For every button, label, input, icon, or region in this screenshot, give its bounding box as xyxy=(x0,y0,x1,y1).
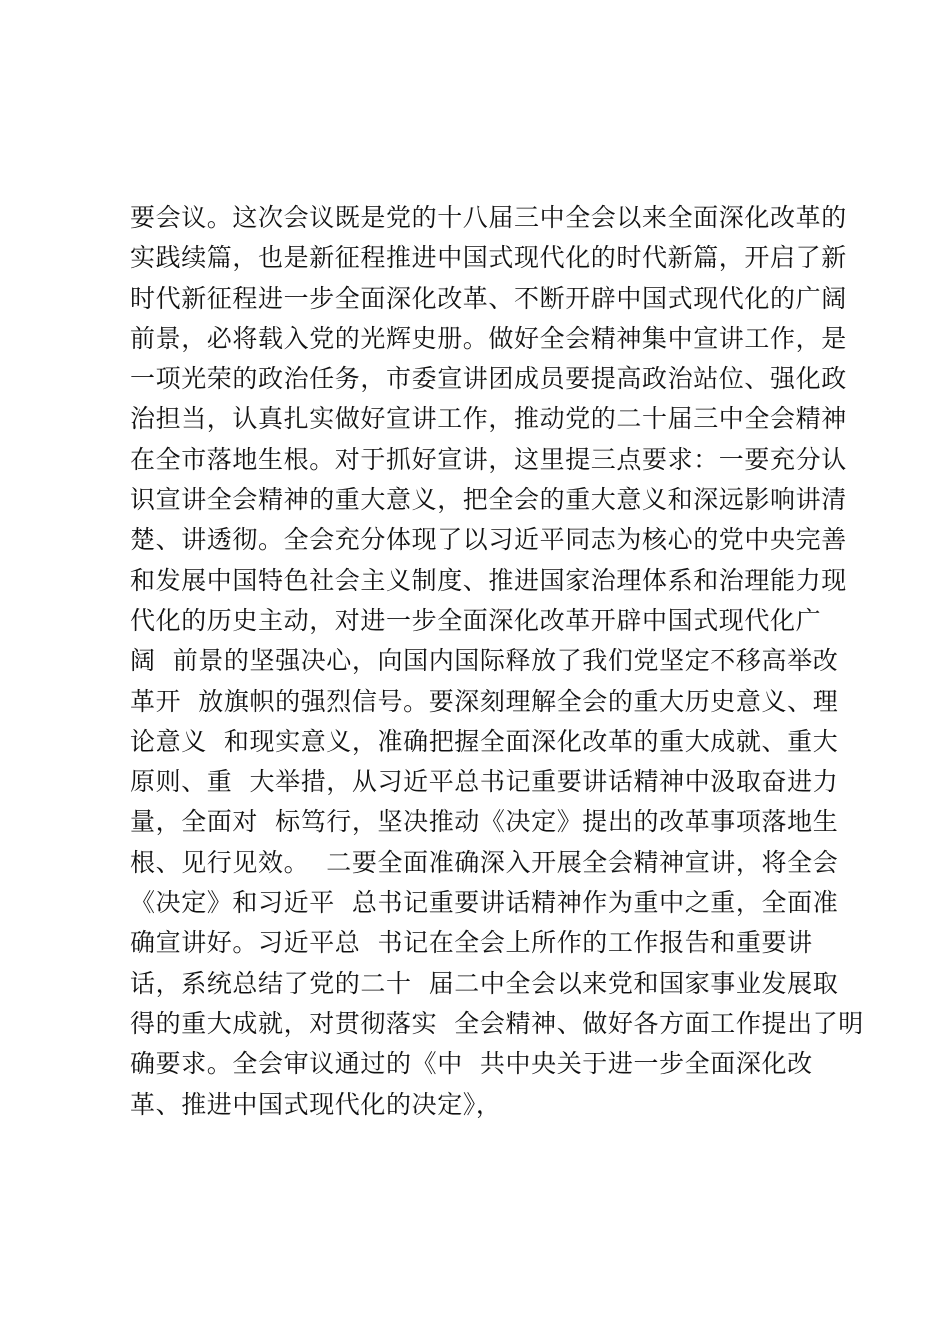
text-line: 革开 放旗帜的强烈信号。要深刻理解全会的重大历史意义、理 xyxy=(130,686,839,716)
text-line: 楚、讲透彻。全会充分体现了以习近平同志为核心的党中央完善 xyxy=(130,525,847,555)
text-line: 代化的历史主动，对进一步全面深化改革开辟中国式现代化广 xyxy=(130,605,822,635)
text-line: 在全市落地生根。对于抓好宣讲，这里提三点要求：一要充分认 xyxy=(130,444,847,474)
text-line: 确宣讲好。习近平总 书记在全会上所作的工作报告和重要讲 xyxy=(130,928,813,958)
text-line: 识宣讲全会精神的重大意义，把全会的重大意义和深远影响讲清 xyxy=(130,485,847,515)
text-line: 得的重大成就，对贯彻落实 全会精神、做好各方面工作提出了明 xyxy=(130,1008,864,1038)
text-line: 《决定》和习近平 总书记重要讲话精神作为重中之重，全面准 xyxy=(130,888,839,918)
text-line: 治担当，认真扎实做好宣讲工作，推动党的二十届三中全会精神 xyxy=(130,404,847,434)
text-line: 革、推进中国式现代化的决定》， xyxy=(130,1089,502,1119)
text-line: 实践续篇，也是新征程推进中国式现代化的时代新篇，开启了新 xyxy=(130,243,847,273)
text-line: 时代新征程进一步全面深化改革、不断开辟中国式现代化的广阔 xyxy=(130,283,847,313)
text-line: 要会议。这次会议既是党的十八届三中全会以来全面深化改革的 xyxy=(130,203,847,232)
body-paragraph xyxy=(130,198,864,1125)
text-line: 一项光荣的政治任务，市委宣讲团成员要提高政治站位、强化政 xyxy=(130,364,847,394)
text-line: 前景，必将载入党的光辉史册。做好全会精神集中宣讲工作，是 xyxy=(130,323,847,353)
text-line: 量，全面对 标笃行，坚决推动《决定》提出的改革事项落地生 xyxy=(130,807,839,837)
text-line: 原则、重 大举措，从习近平总书记重要讲话精神中汲取奋进力 xyxy=(130,767,839,797)
text-line: 确要求。全会审议通过的《中 共中央关于进一步全面深化改 xyxy=(130,1049,813,1079)
text-line: 和发展中国特色社会主义制度、推进国家治理体系和治理能力现 xyxy=(130,565,847,595)
text-line: 话，系统总结了党的二十 届二中全会以来党和国家事业发展取 xyxy=(130,968,839,998)
text-line: 论意义 和现实意义，准确把握全面深化改革的重大成就、重大 xyxy=(130,726,839,756)
text-line: 阔 前景的坚强决心，向国内国际释放了我们党坚定不移高举改 xyxy=(130,646,839,676)
text-line: 根、见行见效。 二要全面准确深入开展全会精神宣讲，将全会 xyxy=(130,847,839,877)
